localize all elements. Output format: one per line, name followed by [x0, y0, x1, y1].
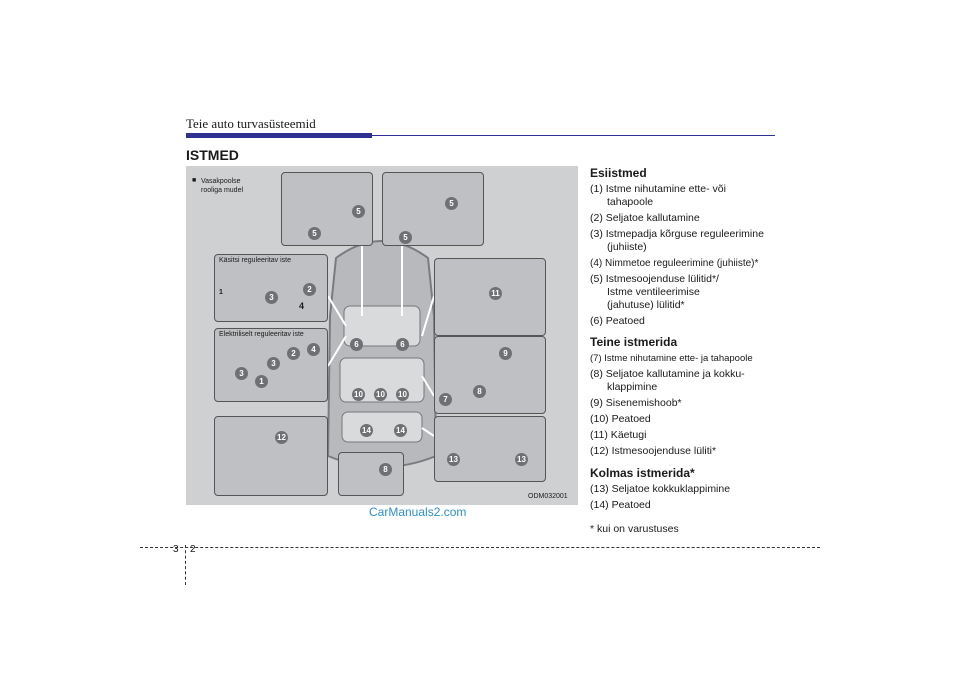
footnote: * kui on varustuses: [590, 523, 679, 535]
door-heater-switch-panel: [214, 416, 328, 496]
list-item: (9) Sisenemishoob*: [590, 397, 682, 409]
callout-14: 14: [360, 424, 373, 437]
callout-4: 4: [307, 343, 320, 356]
list-item: (6) Peatoed: [590, 315, 645, 327]
electric-seat-panel: [214, 328, 328, 402]
callout-12: 12: [275, 431, 288, 444]
seat-illustration: [186, 166, 578, 505]
armrest-panel: [434, 258, 546, 336]
callout-8: 8: [379, 463, 392, 476]
list-item: (12) Istmesoojenduse lüliti*: [590, 445, 717, 457]
list-item: (3) Istmepadja kõrguse reguleerimine: [590, 228, 764, 240]
callout-3: 3: [267, 357, 280, 370]
callout-5: 5: [399, 231, 412, 244]
callout-5: 5: [308, 227, 321, 240]
callout-13: 13: [447, 453, 460, 466]
callout-8: 8: [473, 385, 486, 398]
list-item: (13) Seljatoe kokkuklappimine: [590, 483, 731, 495]
header-accent-bar: [186, 133, 372, 138]
list-item-cont: (jahutuse) lülitid*: [607, 299, 685, 311]
callout-14: 14: [394, 424, 407, 437]
chapter-number: 3: [173, 544, 179, 555]
section-title: ISTMED: [186, 147, 239, 163]
callout-13: 13: [515, 453, 528, 466]
list-item: (5) Istmesoojenduse lülitid*/: [590, 273, 719, 285]
third-row-seats: [342, 412, 422, 442]
front-seats-section: [590, 167, 790, 328]
second-row-seat-panel: [434, 336, 546, 414]
manual-seat-panel: [214, 254, 328, 322]
callout-5: 5: [445, 197, 458, 210]
callout-2: 2: [303, 283, 316, 296]
list-item-cont: (juhiiste): [607, 241, 647, 253]
callout-3: 3: [265, 291, 278, 304]
legend-icon: ■: [192, 177, 197, 184]
callout-1: 1: [219, 289, 223, 296]
header-rule: [372, 135, 775, 136]
list-item-cont: Istme ventileerimise: [607, 286, 700, 298]
callout-10: 10: [374, 388, 387, 401]
callout-10: 10: [352, 388, 365, 401]
manual-seat-label: Käsitsi reguleeritav iste: [219, 257, 291, 264]
footer-rule: [140, 547, 820, 548]
third-row-seat-panel: [434, 416, 546, 482]
list-item-cont: klappimine: [607, 381, 658, 393]
callout-3: 3: [235, 367, 248, 380]
console-switch-panel: [382, 172, 484, 246]
list-item: (14) Peatoed: [590, 499, 651, 511]
callout-10: 10: [396, 388, 409, 401]
third-row-section: [590, 467, 790, 536]
legend-line-1: Vasakpoolse: [201, 178, 241, 185]
second-row-section: [590, 336, 790, 458]
callout-9: 9: [499, 347, 512, 360]
callout-7: 7: [439, 393, 452, 406]
door-switch-panel-left: [281, 172, 373, 246]
callout-11: 11: [489, 287, 502, 300]
legend: [201, 177, 243, 195]
footer-divider: [185, 545, 186, 585]
callout-6: 6: [396, 338, 409, 351]
legend-line-2: rooliga mudel: [201, 187, 244, 194]
list-item: (8) Seljatoe kallutamine ja kokku-: [590, 368, 745, 380]
second-row-heading: Teine istmerida: [590, 335, 678, 349]
list-item: (2) Seljatoe kallutamine: [590, 212, 700, 224]
list-item: (1) Istme nihutamine ette- või: [590, 183, 726, 195]
electric-seat-label: Elektriliselt reguleeritav iste: [219, 331, 304, 338]
figure-code: ODM032001: [528, 493, 568, 500]
callout-2: 2: [287, 347, 300, 360]
callout-4: 4: [299, 301, 305, 311]
list-item: (4) Nimmetoe reguleerimine (juhiiste)*: [590, 258, 759, 269]
list-item-cont: tahapoole: [607, 196, 654, 208]
callout-1: 1: [255, 375, 268, 388]
callout-5: 5: [352, 205, 365, 218]
list-item: (10) Peatoed: [590, 413, 651, 425]
watermark-link[interactable]: CarManuals2.com: [369, 505, 467, 519]
third-row-heading: Kolmas istmerida*: [590, 466, 695, 480]
running-header: Teie auto turvasüsteemid: [186, 116, 316, 131]
list-item: (11) Käetugi: [590, 429, 647, 441]
second-row-lever-panel: [338, 452, 404, 496]
list-item: (7) Istme nihutamine ette- ja tahapoole: [590, 353, 753, 364]
page-number: 2: [190, 544, 196, 555]
callout-6: 6: [350, 338, 363, 351]
front-seats-heading: Esiistmed: [590, 166, 647, 180]
